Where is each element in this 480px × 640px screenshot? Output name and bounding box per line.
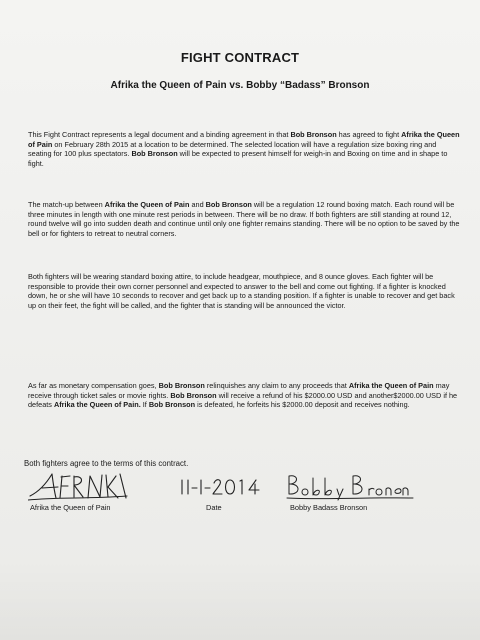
text-run: has agreed to fight — [336, 130, 402, 139]
bold-name-run: Bob Bronson — [148, 400, 196, 410]
bobby-signature — [285, 470, 415, 502]
paragraph-match-rules — [28, 200, 460, 239]
text-run: will be expected to present himself for weigh-in and Boxing on time and in shape to fight. — [28, 149, 448, 169]
text-run: This Fight Contract represents a legal document and a binding agreement in that — [28, 130, 291, 139]
bold-name-run: Bob Bronson — [131, 149, 178, 159]
bold-name-run: Bob Bronson — [290, 130, 337, 139]
text-run: is defeated, he forfeits his $2000.00 deposit and receives nothing. — [195, 400, 410, 410]
paragraph-compensation — [28, 381, 460, 410]
date-label: Date — [206, 503, 222, 512]
text-run: will be a regulation 12 round boxing match. Each round will be three minutes in length with one minute rest periods in between. There will be no draw. If both fighters are still standing at round 12, round twelve will go into sudden death and continue until only one fighter remains standing. There will be no option to be saved by the bell or for fighters to retreat to neutral corners. — [28, 200, 460, 239]
paragraph-attire — [28, 272, 460, 311]
text-run: and — [189, 200, 206, 209]
text-run: The match-up between — [28, 200, 105, 209]
text-run: If — [140, 400, 149, 410]
bold-name-run: Bob Bronson — [170, 390, 217, 400]
date-signature — [178, 476, 268, 498]
contract-title: FIGHT CONTRACT — [180, 50, 300, 65]
paragraph-location — [28, 130, 460, 169]
text-run: Both fighters will be wearing standard boxing attire, to include headgear, mouthpiece, and 8 ounce gloves. Each fighter will be responsible to provide their own corner personnel and expected to answer to the bell and come out fighting. If a fighter is knocked down, he or she will have 10 seconds to recover and get back up to a standing position. If a fighter is unable to recover and get back up on their feet, the fight will be called, and the fighter that is standing will be announced the victor. — [28, 272, 455, 311]
bold-name-run: Bob Bronson — [158, 381, 205, 390]
contract-subtitle: Afrika the Queen of Pain vs. Bobby “Badass” Bronson — [110, 80, 370, 91]
afrika-signature — [28, 470, 128, 504]
text-run: As far as monetary compensation goes, — [28, 381, 159, 390]
agreement-line: Both fighters agree to the terms of this contract. — [24, 459, 189, 468]
bold-name-run: Afrika the Queen of Pain — [348, 381, 434, 390]
text-run: relinquishes any claim to any proceeds that — [204, 381, 349, 390]
bold-name-run: Afrika the Queen of Pain. — [53, 400, 141, 410]
bobby-signature-label: Bobby Badass Bronson — [290, 503, 368, 512]
page-shadow — [0, 560, 480, 640]
afrika-signature-label: Afrika the Queen of Pain — [30, 503, 111, 512]
bold-name-run: Afrika the Queen of Pain — [104, 200, 190, 209]
text-run: on February 28th 2015 at a location to be determined. The selected location will have a regulation size boxing ring and seating for 100 plus spectators. — [28, 139, 437, 159]
text-run: may receive through ticket sales or movie rights. — [28, 381, 450, 400]
text-run: will receive a refund of his $2000.00 USD and another$2000.00 USD if he defeats — [28, 390, 458, 410]
bold-name-run: Afrika the Queen of Pain — [28, 130, 460, 149]
bold-name-run: Bob Bronson — [205, 200, 252, 209]
